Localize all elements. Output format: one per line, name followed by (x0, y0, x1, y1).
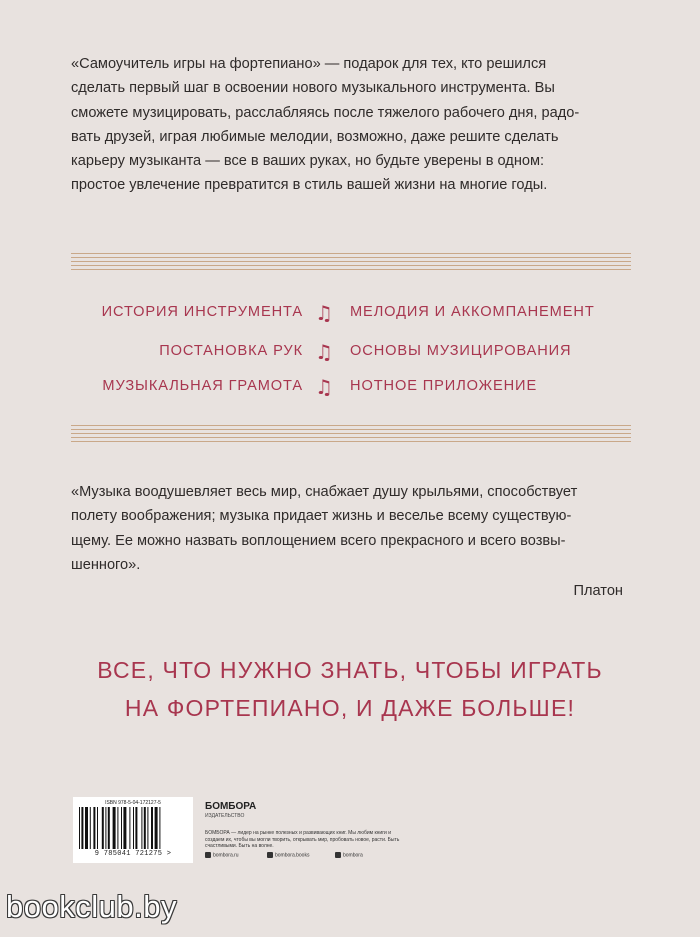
tagline-line: НА ФОРТЕПИАНО, И ДАЖЕ БОЛЬШЕ! (124, 695, 576, 721)
barcode-bars (79, 807, 187, 849)
publisher-subtitle: ИЗДАТЕЛЬСТВО (205, 813, 245, 819)
topic-item: ОСНОВЫ МУЗИЦИРОВАНИЯ (350, 343, 572, 359)
quote-line: «Музыка воодушевляет весь мир, снабжает душу крыльями, способствует (71, 484, 578, 500)
barcode-digits: 9 785041 721275 > (94, 850, 172, 858)
music-note-icon: ♫ (315, 301, 334, 325)
tagline (50, 651, 650, 727)
quote-block (71, 480, 631, 577)
barcode-bar (135, 807, 137, 849)
social-icon (335, 852, 341, 858)
barcode-bar (108, 807, 110, 849)
barcode-bar (102, 807, 104, 849)
intro-line: сможете музицировать, расслабляясь после тяжелого рабочего дня, радо- (71, 104, 580, 121)
barcode-bar (155, 807, 158, 849)
isbn-number: ISBN 978-5-04-172127-5 (105, 800, 161, 806)
barcode-bar (151, 807, 153, 849)
barcode-bar (144, 807, 146, 849)
intro-line: карьеру музыканта — все в ваших руках, но будьте уверены в одном: (71, 153, 545, 170)
barcode-bar (81, 807, 83, 849)
topic-row (71, 340, 631, 367)
publisher-socials (205, 852, 405, 860)
barcode-bar (85, 807, 88, 849)
quote-author: Платон (573, 583, 623, 599)
barcode-bar (97, 807, 98, 849)
social-link: bombora.books (267, 852, 309, 858)
publisher-blurb: БОМБОРА — лидер на рынке полезных и развивающих книг. Мы любим книги и создаем их, чтобы вы могли творить, открывать мир, пробовать новое, расти. Быть счастливыми. Быть на волне. (205, 830, 400, 849)
topic-item: МУЗЫКАЛЬНАЯ ГРАМОТА (102, 378, 303, 394)
quote-line: полету воображения; музыка придает жизнь и веселье всему существую- (71, 508, 572, 525)
barcode-bar (147, 807, 148, 849)
site-watermark: bookclub.by (6, 889, 177, 924)
barcode-bar (90, 807, 91, 849)
topic-item: НОТНОЕ ПРИЛОЖЕНИЕ (350, 378, 538, 394)
barcode-bar (133, 807, 134, 849)
barcode-bar (113, 807, 116, 849)
barcode-bar (159, 807, 160, 849)
intro-line: «Самоучитель игры на фортепиано» — подарок для тех, кто решился (71, 56, 547, 72)
topic-item: МЕЛОДИЯ И АККОМПАНЕМЕНТ (350, 304, 595, 320)
barcode-bar (105, 807, 106, 849)
barcode-bar (117, 807, 118, 849)
barcode-bar (121, 807, 122, 849)
topic-item: ПОСТАНОВКА РУК (159, 343, 303, 359)
barcode-bar (141, 807, 142, 849)
intro-paragraph (71, 52, 631, 198)
staff-divider-bottom (71, 425, 631, 443)
music-note-icon: ♫ (315, 375, 334, 399)
website-icon (205, 852, 211, 858)
barcode-bar (129, 807, 130, 849)
intro-line: простое увлечение превратится в стиль вашей жизни на многие годы. (71, 177, 548, 194)
topic-row (71, 301, 631, 328)
social-icon (267, 852, 273, 858)
quote-line: шенного». (71, 556, 141, 573)
music-note-icon: ♫ (315, 340, 334, 364)
barcode-bar (123, 807, 126, 849)
barcode (73, 797, 193, 863)
intro-line: вать друзей, играя любимые мелодии, возможно, даже решите сделать (71, 128, 559, 145)
staff-divider-top (71, 253, 631, 271)
topic-row (71, 375, 631, 402)
intro-line: сделать первый шаг в освоении нового музыкального инструмента. Вы (71, 80, 555, 97)
quote-line: щему. Ее можно назвать воплощением всего прекрасного и всего возвы- (71, 532, 566, 549)
social-link: bombora.ru (205, 852, 239, 858)
tagline-line: ВСЕ, ЧТО НУЖНО ЗНАТЬ, ЧТОБЫ ИГРАТЬ (97, 657, 603, 683)
topic-item: ИСТОРИЯ ИНСТРУМЕНТА (101, 304, 303, 320)
barcode-bar (93, 807, 95, 849)
publisher-logo: БОМБОРА (205, 801, 257, 812)
social-link: bombora (335, 852, 363, 858)
barcode-bar (79, 807, 80, 849)
